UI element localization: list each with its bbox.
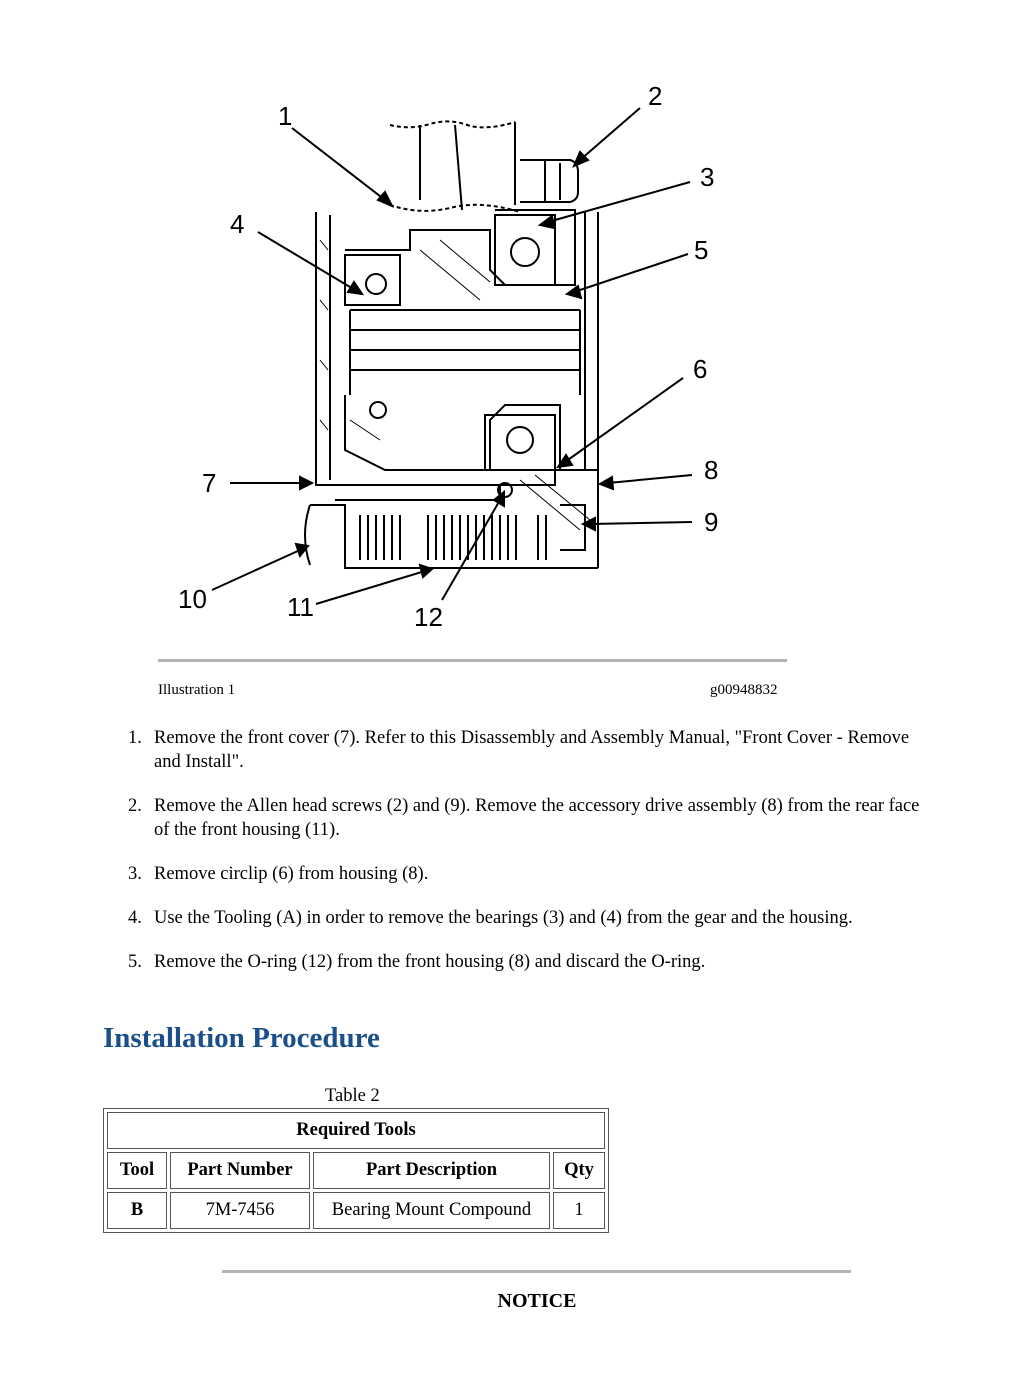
step-item: 5. Remove the O-ring (12) from the front housing (8) and discard the O-ring. bbox=[128, 952, 706, 972]
cell-part-number: 7M-7456 bbox=[170, 1192, 310, 1229]
notice-heading: NOTICE bbox=[497, 1290, 577, 1312]
callout-4: 4 bbox=[230, 209, 245, 239]
callout-1: 1 bbox=[278, 101, 293, 131]
table-caption: Table 2 bbox=[325, 1086, 380, 1106]
step-text: Remove circlip (6) from housing (8). bbox=[154, 864, 429, 884]
callout-11: 11 bbox=[287, 592, 314, 622]
callout-5: 5 bbox=[694, 235, 709, 265]
step-item: 1. Remove the front cover (7). Refer to this Disassembly and Assembly Manual, "Front Cover - Remove and Install". bbox=[128, 728, 910, 772]
step-text: Remove the O-ring (12) from the front housing (8) and discard the O-ring. bbox=[154, 952, 706, 972]
step-text: Use the Tooling (A) in order to remove the bearings (3) and (4) from the gear and the housing. bbox=[154, 908, 853, 928]
cell-qty: 1 bbox=[553, 1192, 605, 1229]
callout-3: 3 bbox=[700, 162, 715, 192]
callout-2: 2 bbox=[648, 81, 663, 111]
callout-9: 9 bbox=[704, 507, 719, 537]
figure-rule bbox=[158, 659, 787, 662]
header-part-number: Part Number bbox=[170, 1152, 310, 1189]
table-title: Required Tools bbox=[107, 1112, 605, 1149]
exploded-diagram bbox=[150, 70, 810, 650]
step-item: 3. Remove circlip (6) from housing (8). bbox=[128, 864, 429, 884]
procedure-steps bbox=[126, 726, 926, 994]
section-title: Installation Procedure bbox=[103, 1022, 380, 1054]
table-row bbox=[107, 1192, 605, 1229]
step-text: Remove the Allen head screws (2) and (9). Remove the accessory drive assembly (8) from the rear face of the front housing (11). bbox=[154, 796, 920, 840]
header-part-description: Part Description bbox=[313, 1152, 550, 1189]
callout-6: 6 bbox=[693, 354, 708, 384]
accessory-drive-illustration bbox=[150, 70, 810, 650]
step-text: Remove the front cover (7). Refer to this Disassembly and Assembly Manual, "Front Cover - Remove and Install". bbox=[154, 728, 910, 772]
notice-rule bbox=[222, 1270, 851, 1273]
cell-tool: B bbox=[107, 1192, 167, 1229]
cell-part-description: Bearing Mount Compound bbox=[313, 1192, 550, 1229]
callout-12: 12 bbox=[414, 602, 443, 632]
required-tools-table bbox=[103, 1108, 609, 1233]
figure-caption: Illustration 1 bbox=[158, 682, 236, 698]
step-item: 4. Use the Tooling (A) in order to remove the bearings (3) and (4) from the gear and the housing. bbox=[128, 908, 853, 928]
table-header-row bbox=[107, 1152, 605, 1189]
figure-id: g00948832 bbox=[710, 682, 778, 698]
header-qty: Qty bbox=[553, 1152, 605, 1189]
callout-10: 10 bbox=[178, 584, 207, 614]
callout-7: 7 bbox=[202, 468, 217, 498]
step-item: 2. Remove the Allen head screws (2) and (9). Remove the accessory drive assembly (8) from the rear face of the front housing (11). bbox=[128, 796, 920, 840]
callout-8: 8 bbox=[704, 455, 719, 485]
header-tool: Tool bbox=[107, 1152, 167, 1189]
